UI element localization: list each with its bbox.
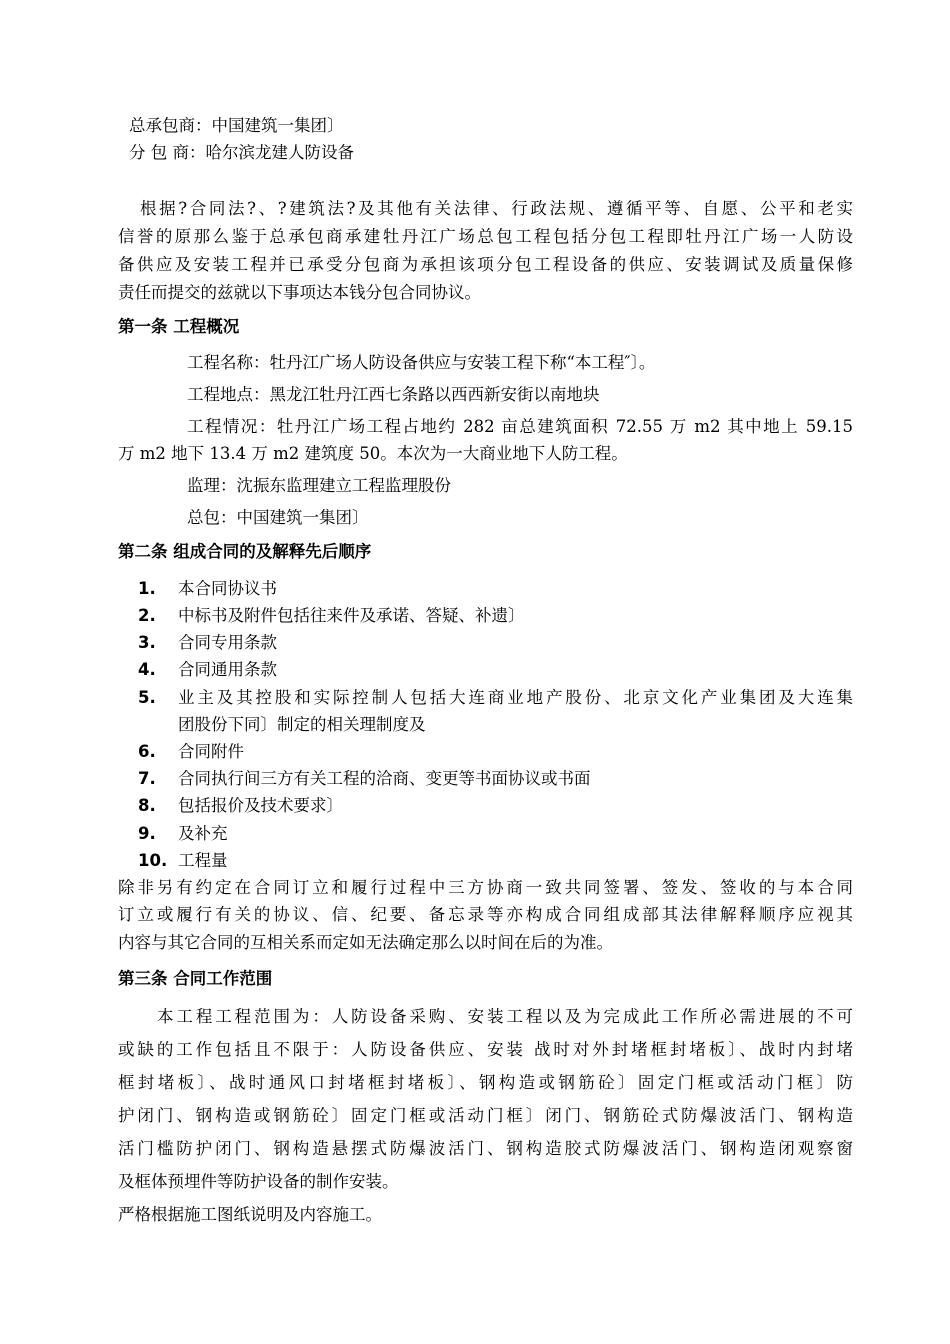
list-number: 7. [138,769,156,788]
list-number: 8. [138,796,156,815]
article3-line: 框封堵板〕、战时通风口封堵框封堵板〕、钢构造或钢筋砼〕固定门框或活动门框〕防 [118,1073,853,1092]
intro-line: 信誉的原那么鉴于总承包商承建牡丹江广场总包工程包括分包工程即牡丹江广场一人防设 [118,227,853,246]
subcontractor-value: 哈尔滨龙建人防设备 [205,143,354,162]
intro-line: 根据?合同法?、?建筑法?及其他有关法律、行政法规、遵循平等、自愿、公平和老实 [140,199,853,218]
list-item: 及补充 [178,824,228,843]
list-item: 包括报价及技术要求〕 [178,796,343,815]
article3-title: 第三条 合同工作范围 [118,969,273,988]
list-number: 5. [138,688,156,707]
list-number: 4. [138,660,156,679]
list-item: 中标书及附件包括往来件及承诺、答疑、补遗〕 [178,606,525,625]
article1-line: 工程名称：牡丹江广场人防设备供应与安装工程下称“本工程″〕。 [187,353,656,372]
article3-line: 或缺的工作包括且不限于：人防设备供应、安装 战时对外封堵框封堵板〕、战时内封堵 [118,1040,853,1059]
list-item-continuation: 团股份下同〕制定的相关理制度及 [178,715,426,734]
intro-line: 责任而提交的兹就以下事项达本钱分包合同协议。 [118,283,481,302]
contractor-label: 总承包商： [129,116,212,135]
list-number: 6. [138,742,156,761]
list-number: 10. [138,851,168,870]
article2-closing-line: 内容与其它合同的互相关系而定如无法确定那么以时间在后的为准。 [118,933,613,952]
list-item: 合同附件 [178,742,244,761]
subcontractor-line [129,142,354,164]
article1-line: 总包：中国建筑一集团〕 [187,508,369,527]
list-item: 合同执行间三方有关工程的洽商、变更等书面协议或书面 [178,769,591,788]
article1-line: 工程地点：黑龙江牡丹江西七条路以西西新安街以南地块 [187,385,600,404]
list-item: 合同通用条款 [178,660,277,679]
article3-line: 及框体预埋件等防护设备的制作安装。 [118,1172,399,1191]
list-item: 工程量 [178,851,228,870]
list-number: 9. [138,824,156,843]
article1-title: 第一条 工程概况 [118,317,240,336]
contractor-value: 中国建筑一集团〕 [211,116,344,135]
list-item: 合同专用条款 [178,633,277,652]
list-number: 2. [138,606,156,625]
intro-line: 备供应及安装工程并已承受分包商为承担该项分包工程设备的供应、安装调试及质量保修 [118,255,853,274]
article1-line: 工程情况：牡丹江广场工程占地约 282 亩总建筑面积 72.55 万 m2 其中地上 59.15 [187,417,853,436]
article1-line: 万 m2 地下 13.4 万 m2 建筑度 50。本次为一大商业地下人防工程。 [118,444,628,463]
contractor-line [129,115,344,137]
article2-closing-line: 订立或履行有关的协议、信、纪要、备忘录等亦构成合同组成部其法律解释顺序应视其 [118,905,853,924]
article3-line: 本工程工程范围为：人防设备采购、安装工程以及为完成此工作所必需进展的不可 [157,1007,853,1026]
list-number: 3. [138,633,156,652]
list-item: 业主及其控股和实际控制人包括大连商业地产股份、北京文化产业集团及大连集 [178,688,853,707]
list-item: 本合同协议书 [178,579,277,598]
article2-title: 第二条 组成合同的及解释先后顺序 [118,542,372,561]
subcontractor-label: 分 包 商： [129,143,206,162]
article3-line: 活门槛防护闭门、钢构造悬摆式防爆波活门、钢构造胶式防爆波活门、钢构造闭观察窗 [118,1139,853,1158]
article3-last-line: 严格根据施工图纸说明及内容施工。 [118,1205,382,1224]
list-number: 1. [138,579,156,598]
article3-line: 护闭门、钢构造或钢筋砼〕固定门框或活动门框〕闭门、钢筋砼式防爆波活门、钢构造 [118,1106,853,1125]
article2-closing-line: 除非另有约定在合同订立和履行过程中三方协商一致共同签署、签发、签收的与本合同 [118,878,853,897]
article1-line: 监理：沈振东监理建立工程监理股份 [187,476,451,495]
